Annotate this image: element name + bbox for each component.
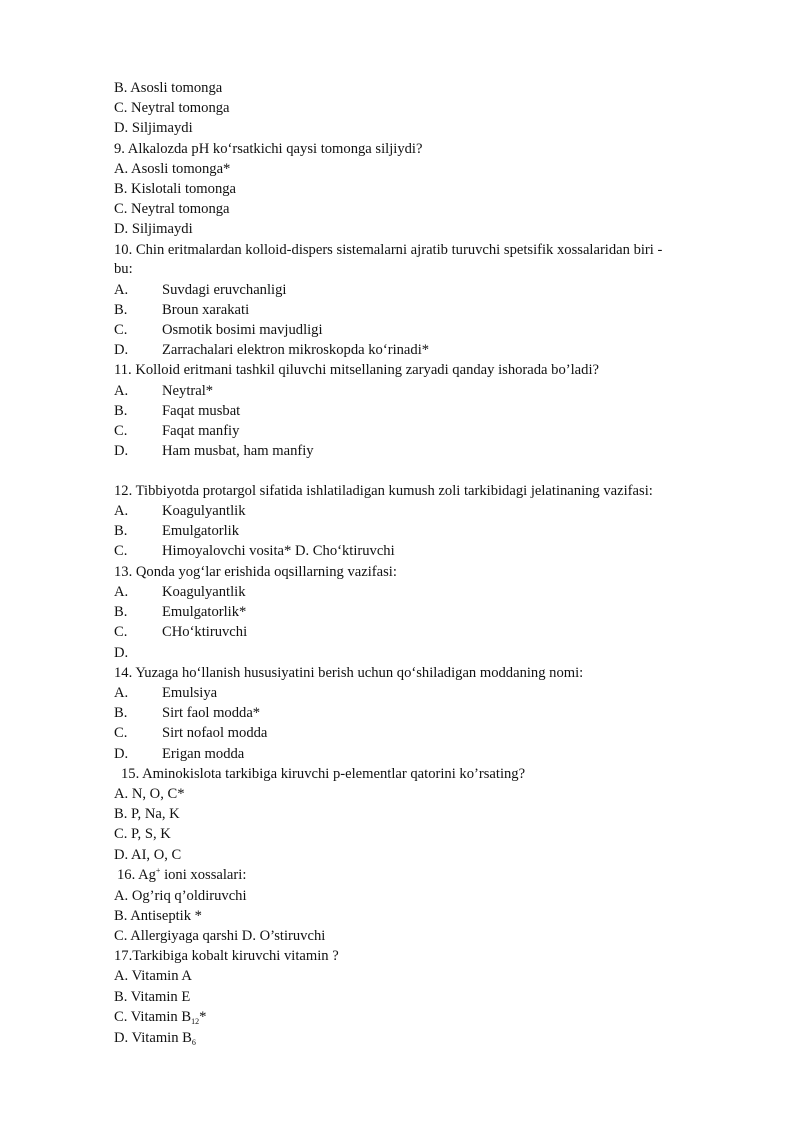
q17-question: 17.Tarkibiga kobalt kiruvchi vitamin ? xyxy=(114,948,339,964)
q13-question: 13. Qonda yog‘lar erishida oqsillarning vazifasi: xyxy=(114,564,397,580)
q16-question-suffix: ioni xossalari: xyxy=(160,867,247,883)
q15-option-d: D. AI, O, C xyxy=(114,847,182,863)
q11-question: 11. Kolloid eritmani tashkil qiluvchi mitsellaning zaryadi qanday ishorada bo’ladi? xyxy=(114,362,599,378)
q16-option-a: A. Og’riq q’oldiruvchi xyxy=(114,888,247,904)
q13-option-label: B. xyxy=(114,604,128,620)
q16-option-c-d: C. Allergiyaga qarshi D. O’stiruvchi xyxy=(114,928,326,944)
q8-option-c: C. Neytral tomonga xyxy=(114,100,230,116)
q8-option-d: D. Siljimaydi xyxy=(114,120,193,136)
q17-option-c xyxy=(114,1007,206,1027)
q14-option-text: Erigan modda xyxy=(162,746,245,762)
q17-option-d xyxy=(114,1028,196,1048)
q10-option-label: B. xyxy=(114,302,128,318)
q11-option-label: C. xyxy=(114,423,128,439)
q13-option-text: Emulgatorlik* xyxy=(162,604,247,620)
q10-option-label: D. xyxy=(114,342,129,358)
q16-option-b: B. Antiseptik * xyxy=(114,908,202,924)
q11-option-label: D. xyxy=(114,443,129,459)
q12-option-label: C. xyxy=(114,543,128,559)
q13-option-label: A. xyxy=(114,584,129,600)
q9-option-c: C. Neytral tomonga xyxy=(114,201,230,217)
q10-option-text: Broun xarakati xyxy=(162,302,250,318)
q15-option-a: A. N, O, C* xyxy=(114,786,185,802)
q8-option-b: B. Asosli tomonga xyxy=(114,80,223,96)
q10-question-line2: bu: xyxy=(114,261,133,277)
q13-option-text: CHo‘ktiruvchi xyxy=(162,624,248,640)
q14-question: 14. Yuzaga ho‘llanish hususiyatini berish uchun qo‘shiladigan moddaning nomi: xyxy=(114,665,584,681)
q14-option-text: Emulsiya xyxy=(162,685,218,701)
q13-option-label: D. xyxy=(114,645,129,661)
q14-option-label: A. xyxy=(114,685,129,701)
q10-option-text: Osmotik bosimi mavjudligi xyxy=(162,322,323,338)
q10-question-line1: 10. Chin eritmalardan kolloid-dispers sistemalarni ajratib turuvchi spetsifik xossalaridan biri - xyxy=(114,242,663,258)
q12-option-text: Emulgatorlik xyxy=(162,523,240,539)
q9-option-b: B. Kislotali tomonga xyxy=(114,181,237,197)
q14-option-label: D. xyxy=(114,746,129,762)
q13-option-label: C. xyxy=(114,624,128,640)
q12-option-label: B. xyxy=(114,523,128,539)
q14-option-label: B. xyxy=(114,705,128,721)
q11-option-label: A. xyxy=(114,383,129,399)
q17-option-b: B. Vitamin E xyxy=(114,989,191,1005)
q14-option-text: Sirt nofaol modda xyxy=(162,725,268,741)
q11-option-label: B. xyxy=(114,403,128,419)
q9-question: 9. Alkalozda pH ko‘rsatkichi qaysi tomonga siljiydi? xyxy=(114,141,423,157)
q15-option-b: B. P, Na, K xyxy=(114,806,180,822)
q15-question: 15. Aminokislota tarkibiga kiruvchi p-elementlar qatorini ko’rsating? xyxy=(121,766,526,782)
q10-option-label: C. xyxy=(114,322,128,338)
q12-option-text: Himoyalovchi vosita* D. Cho‘ktiruvchi xyxy=(162,543,395,559)
q17-option-c-suffix: * xyxy=(199,1009,207,1025)
q12-option-label: A. xyxy=(114,503,129,519)
q14-option-label: C. xyxy=(114,725,128,741)
q17-option-d-subscript: 6 xyxy=(191,1038,196,1047)
q17-option-d-prefix: D. Vitamin B xyxy=(114,1030,192,1046)
q17-option-c-prefix: C. Vitamin B xyxy=(114,1009,192,1025)
q11-option-text: Neytral* xyxy=(162,383,214,399)
q11-option-text: Faqat manfiy xyxy=(162,423,240,439)
q16-question-prefix: 16. Ag xyxy=(117,867,156,883)
q13-option-text: Koagulyantlik xyxy=(162,584,246,600)
q10-option-text: Zarrachalari elektron mikroskopda ko‘rinadi* xyxy=(162,342,430,358)
q9-option-d: D. Siljimaydi xyxy=(114,221,193,237)
q10-option-label: A. xyxy=(114,282,129,298)
q12-option-text: Koagulyantlik xyxy=(162,503,246,519)
q10-option-text: Suvdagi eruvchanligi xyxy=(162,282,287,298)
q9-option-a: A. Asosli tomonga* xyxy=(114,161,231,177)
q11-option-text: Faqat musbat xyxy=(162,403,241,419)
q12-question: 12. Tibbiyotda protargol sifatida ishlatiladigan kumush zoli tarkibidagi jelatinaning vazifasi: xyxy=(114,483,653,499)
q17-option-c-subscript: 12 xyxy=(191,1017,200,1026)
q16-question xyxy=(117,865,246,885)
q11-option-text: Ham musbat, ham manfiy xyxy=(162,443,314,459)
q17-option-a: A. Vitamin A xyxy=(114,968,192,984)
q14-option-text: Sirt faol modda* xyxy=(162,705,261,721)
q15-option-c: C. P, S, K xyxy=(114,826,171,842)
q16-question-charge: + xyxy=(155,866,161,875)
